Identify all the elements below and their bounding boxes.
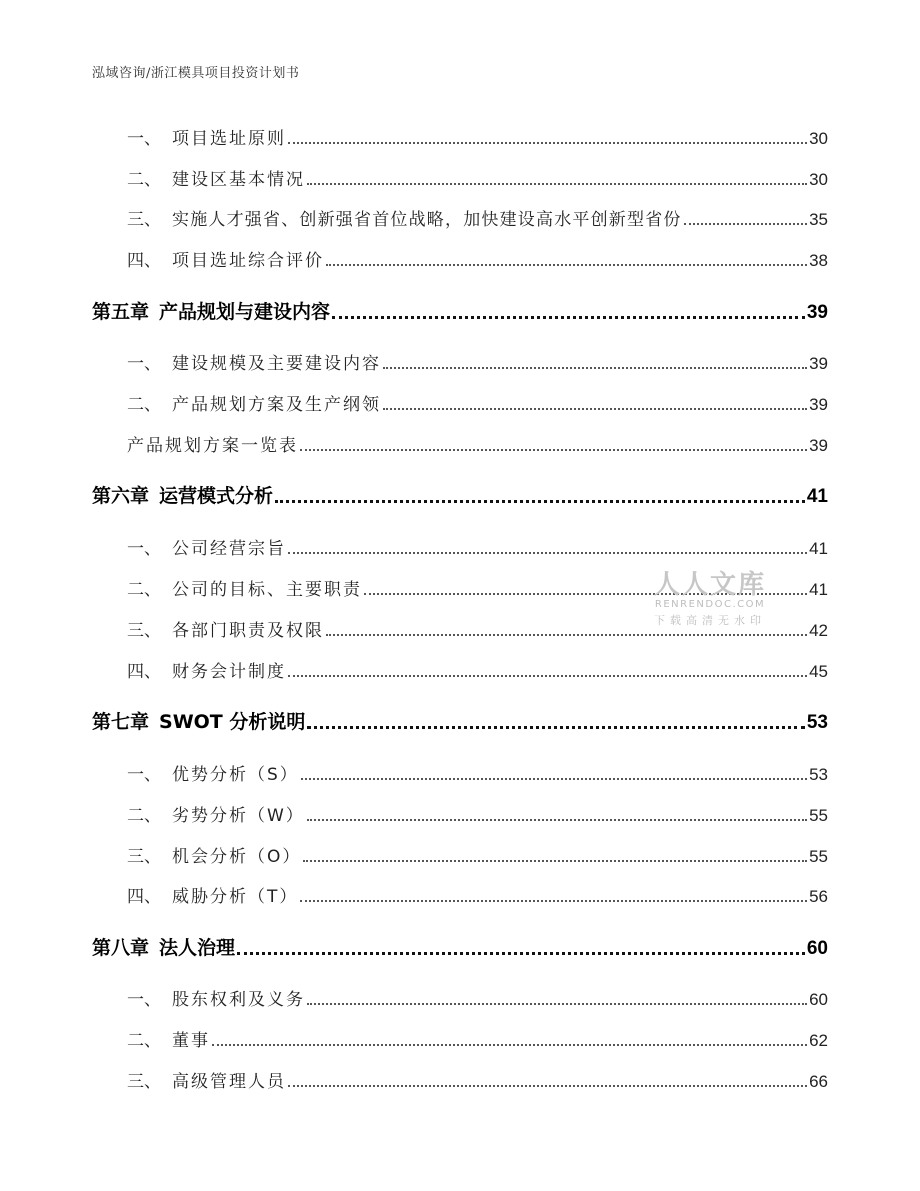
toc-entry[interactable]	[127, 1026, 828, 1051]
toc-entry-title: 劣势分析（W）	[172, 806, 305, 826]
dot-leader	[301, 778, 807, 780]
toc-chapter[interactable]	[92, 297, 828, 324]
toc-entry[interactable]	[127, 657, 828, 682]
dot-leader	[307, 819, 807, 821]
toc-chapter-title: 法人治理	[159, 937, 236, 959]
watermark-logo: 人人文库	[653, 570, 766, 600]
toc-entry-number: 一、	[127, 765, 161, 785]
toc-chapter-number: 第五章	[92, 301, 150, 323]
toc-entry-page: 55	[809, 806, 828, 825]
toc-chapter-number: 第六章	[92, 485, 150, 507]
toc-entry-title: 产品规划方案及生产纲领	[172, 395, 381, 415]
dot-leader	[300, 449, 807, 451]
toc-entry-title: 实施人才强省、创新强省首位战略，加快建设高水平创新型省份	[172, 210, 682, 230]
toc-entry-page: 38	[809, 251, 828, 270]
toc-entry-number: 四、	[127, 251, 161, 271]
dot-leader	[275, 500, 805, 503]
toc-entry[interactable]	[127, 165, 828, 190]
toc-entry[interactable]	[127, 124, 828, 149]
dot-leader	[307, 183, 807, 185]
dot-leader	[326, 634, 807, 636]
toc-entry-page: 30	[809, 170, 828, 189]
toc-chapter-page: 53	[806, 712, 828, 733]
toc-entry[interactable]	[127, 842, 828, 867]
dot-leader	[288, 1085, 807, 1087]
toc-entry-number: 三、	[127, 210, 161, 230]
dot-leader	[383, 408, 807, 410]
dot-leader	[307, 726, 804, 729]
toc-chapter-title: SWOT 分析说明	[159, 711, 306, 733]
toc-entry-title: 产品规划方案一览表	[127, 436, 298, 456]
toc-entry[interactable]	[127, 801, 828, 826]
toc-entry-title: 项目选址原则	[172, 129, 286, 149]
toc-entry-page: 41	[809, 580, 828, 599]
toc-entry-number: 二、	[127, 395, 161, 415]
toc-entry-title: 财务会计制度	[172, 662, 286, 682]
toc-entry-title: 各部门职责及权限	[172, 621, 324, 641]
toc-entry-title: 建设规模及主要建设内容	[172, 354, 381, 374]
toc-entry-page: 66	[809, 1072, 828, 1091]
page-header: 泓域咨询/浙江模具项目投资计划书	[92, 66, 300, 81]
toc-entry[interactable]	[127, 390, 828, 415]
dot-leader	[326, 264, 807, 266]
toc-chapter-title: 运营模式分析	[159, 485, 274, 507]
toc-entry-page: 62	[809, 1031, 828, 1050]
dot-leader	[364, 593, 807, 595]
dot-leader	[303, 860, 807, 862]
toc-entry-title: 优势分析（S）	[172, 765, 299, 785]
toc-entry-number: 一、	[127, 539, 161, 559]
toc-chapter-page: 41	[806, 486, 828, 507]
toc-entry[interactable]	[127, 575, 828, 600]
toc-entry-number: 二、	[127, 580, 161, 600]
toc-entry[interactable]	[127, 205, 828, 230]
toc-entry[interactable]	[127, 534, 828, 559]
toc-entry-page: 60	[809, 990, 828, 1009]
toc-entry-number: 一、	[127, 354, 161, 374]
toc-entry[interactable]	[127, 349, 828, 374]
toc-entry-title: 机会分析（O）	[172, 847, 302, 867]
toc-entry-number: 四、	[127, 887, 161, 907]
toc-entry[interactable]	[127, 431, 828, 456]
toc-entry-page: 39	[809, 395, 828, 414]
dot-leader	[332, 316, 805, 319]
toc-entry[interactable]	[127, 760, 828, 785]
toc-entry[interactable]	[127, 985, 828, 1010]
toc-chapter-title: 产品规划与建设内容	[159, 301, 331, 323]
toc-entry-page: 39	[809, 436, 828, 455]
watermark-tagline: 下载高清无水印	[654, 614, 766, 627]
toc-entry-page: 55	[809, 847, 828, 866]
dot-leader	[684, 223, 807, 225]
toc-entry-number: 三、	[127, 847, 161, 867]
toc-entry-number: 一、	[127, 129, 161, 149]
toc-entry-page: 42	[809, 621, 828, 640]
toc-entry-number: 二、	[127, 1031, 161, 1051]
toc-chapter-page: 39	[806, 302, 828, 323]
dot-leader	[288, 552, 807, 554]
toc-entry[interactable]	[127, 882, 828, 907]
toc-entry-page: 35	[809, 210, 828, 229]
toc-entry-page: 30	[809, 129, 828, 148]
toc-entry-title: 威胁分析（T）	[172, 887, 299, 907]
toc-entry-page: 53	[809, 765, 828, 784]
toc-chapter[interactable]	[92, 933, 828, 960]
toc-entry-page: 56	[809, 887, 828, 906]
toc-entry-title: 建设区基本情况	[172, 170, 305, 190]
toc-entry-number: 二、	[127, 170, 161, 190]
toc-entry[interactable]	[127, 1067, 828, 1092]
toc-entry-number: 三、	[127, 621, 161, 641]
dot-leader	[307, 1003, 807, 1005]
watermark-domain: RENRENDOC.COM	[654, 599, 766, 610]
dot-leader	[237, 952, 805, 955]
toc-entry-title: 高级管理人员	[172, 1072, 286, 1092]
toc-entry-page: 41	[809, 539, 828, 558]
toc-entry-page: 39	[809, 354, 828, 373]
toc-chapter-page: 60	[806, 938, 828, 959]
toc-entry-number: 二、	[127, 806, 161, 826]
toc-entry-page: 45	[809, 662, 828, 681]
toc-entry-title: 董事	[172, 1031, 210, 1051]
toc-entry-number: 一、	[127, 990, 161, 1010]
toc-entry-title: 公司经营宗旨	[172, 539, 286, 559]
toc-entry[interactable]	[127, 246, 828, 271]
toc-entry-title: 股东权利及义务	[172, 990, 305, 1010]
dot-leader	[383, 367, 807, 369]
dot-leader	[300, 900, 807, 902]
toc-entry-title: 项目选址综合评价	[172, 251, 324, 271]
toc-chapter-number: 第八章	[92, 937, 150, 959]
toc-chapter-number: 第七章	[92, 711, 150, 733]
dot-leader	[288, 675, 807, 677]
toc-chapter[interactable]	[92, 707, 828, 734]
dot-leader	[212, 1044, 807, 1046]
toc-entry-title: 公司的目标、主要职责	[172, 580, 362, 600]
toc-chapter[interactable]	[92, 481, 828, 508]
toc-entry-number: 四、	[127, 662, 161, 682]
dot-leader	[288, 142, 807, 144]
toc-entry-number: 三、	[127, 1072, 161, 1092]
toc-entry[interactable]	[127, 616, 828, 641]
